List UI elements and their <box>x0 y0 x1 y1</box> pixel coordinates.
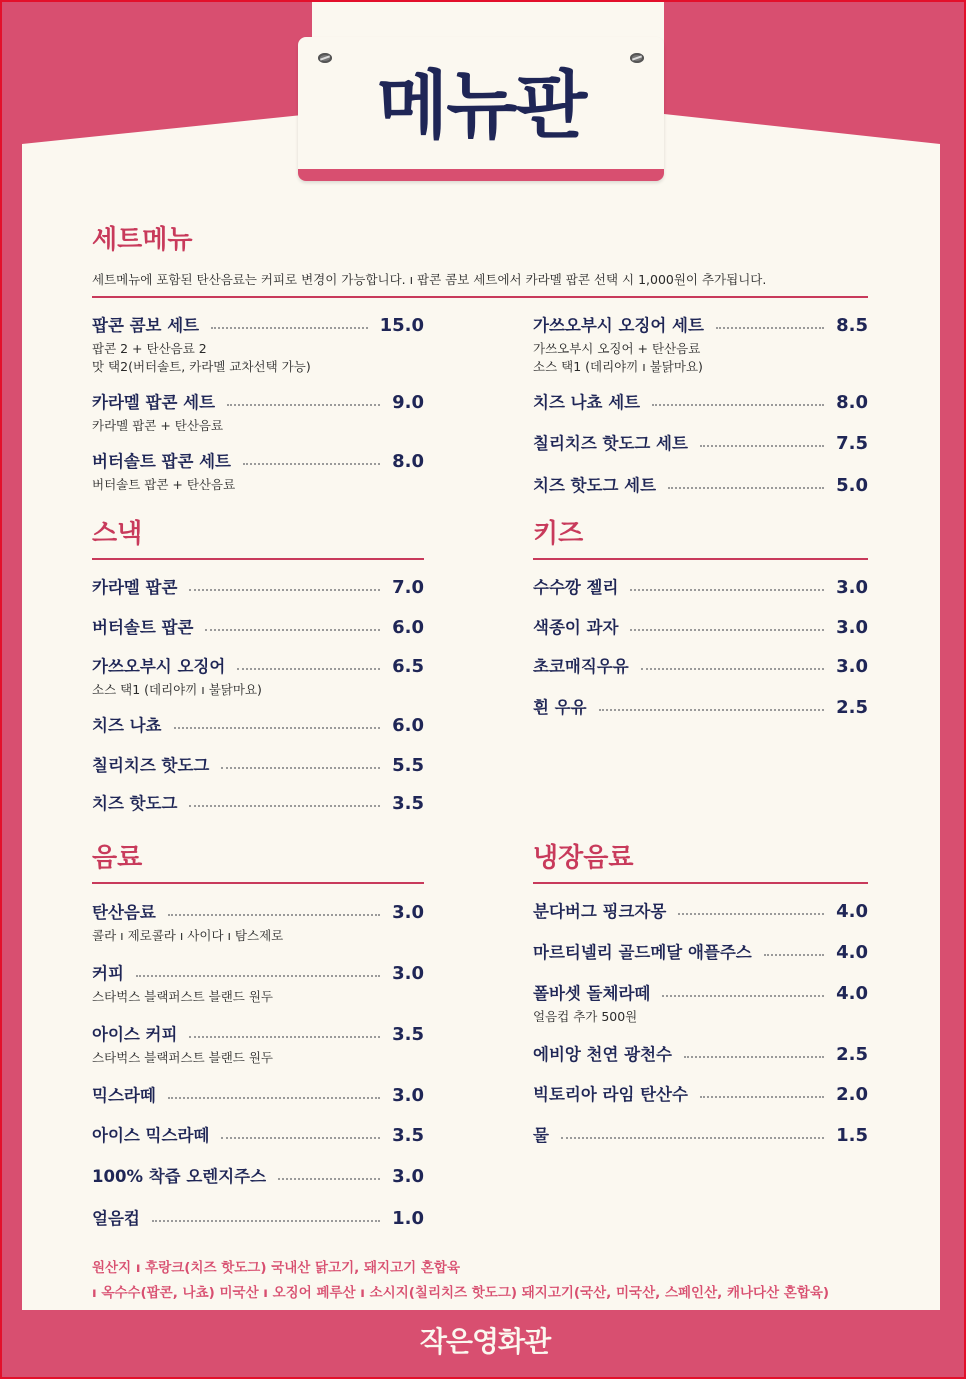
dotted-leader <box>168 914 380 916</box>
item-description: 버터솔트 팝콘 + 탄산음료 <box>92 477 236 492</box>
item-name: 빅토리아 라임 탄산수 <box>533 1085 688 1104</box>
item-price: 1.5 <box>836 1125 868 1146</box>
item-name: 분다버그 핑크자몽 <box>533 902 667 921</box>
dotted-leader <box>764 954 824 956</box>
dotted-leader <box>205 629 380 631</box>
item-description: 스타벅스 블랙퍼스트 블랜드 원두 <box>92 989 273 1004</box>
dotted-leader <box>630 589 824 591</box>
item-price: 8.0 <box>836 392 868 413</box>
menu-item <box>533 901 868 923</box>
dotted-leader <box>174 727 380 729</box>
menu-item <box>92 1208 424 1230</box>
divider <box>533 558 868 560</box>
item-name: 치즈 핫도그 세트 <box>533 476 657 495</box>
item-price: 3.0 <box>836 617 868 638</box>
section-title-cold: 냉장음료 <box>533 843 634 873</box>
item-price: 3.0 <box>836 656 868 677</box>
dotted-leader <box>152 1220 380 1222</box>
menu-item <box>92 793 424 815</box>
dotted-leader <box>189 1036 380 1038</box>
menu-item <box>533 697 868 719</box>
item-name: 100% 착즙 오렌지주스 <box>92 1167 267 1186</box>
menu-item <box>92 1024 424 1065</box>
menu-item <box>92 315 424 374</box>
menu-item <box>92 1085 424 1107</box>
item-name: 버터솔트 팝콘 세트 <box>92 452 232 471</box>
item-name: 초코매직우유 <box>533 657 629 676</box>
item-price: 3.5 <box>392 1024 424 1045</box>
item-price: 4.0 <box>836 942 868 963</box>
menu-item <box>533 433 868 455</box>
item-price: 3.0 <box>392 1166 424 1187</box>
item-name: 폴바셋 돌체라떼 <box>533 984 651 1003</box>
item-price: 3.0 <box>392 963 424 984</box>
item-price: 3.5 <box>392 1125 424 1146</box>
dotted-leader <box>278 1178 380 1180</box>
menu-item <box>92 1166 424 1188</box>
item-name: 칠리치즈 핫도그 <box>92 756 210 775</box>
menu-item <box>92 451 424 492</box>
item-price: 15.0 <box>379 315 424 336</box>
item-price: 3.0 <box>392 902 424 923</box>
item-price: 7.0 <box>392 577 424 598</box>
menu-item <box>533 475 868 497</box>
item-price: 5.0 <box>836 475 868 496</box>
menu-item <box>533 983 868 1024</box>
menu-item <box>533 1084 868 1106</box>
item-price: 2.5 <box>836 697 868 718</box>
item-name: 카라멜 팝콘 세트 <box>92 393 216 412</box>
menu-item <box>92 715 424 737</box>
item-description: 스타벅스 블랙퍼스트 블랜드 원두 <box>92 1050 273 1065</box>
page-title: 메뉴판 <box>376 63 586 149</box>
item-price: 7.5 <box>836 433 868 454</box>
item-name: 칠리치즈 핫도그 세트 <box>533 434 688 453</box>
item-description: 소스 택1 (데리야끼 ı 불닭마요) <box>533 359 703 374</box>
menu-item <box>533 617 868 639</box>
item-name: 커피 <box>92 964 124 983</box>
dotted-leader <box>189 589 380 591</box>
dotted-leader <box>599 709 824 711</box>
section-title-drink: 음료 <box>92 843 143 873</box>
dotted-leader <box>678 913 824 915</box>
menu-item <box>533 656 868 678</box>
menu-item <box>533 392 868 414</box>
item-name: 치즈 나쵸 <box>92 716 162 735</box>
dotted-leader <box>684 1056 824 1058</box>
item-name: 가쓰오부시 오징어 세트 <box>533 316 704 335</box>
dotted-leader <box>561 1137 824 1139</box>
item-price: 6.0 <box>392 715 424 736</box>
item-description: 콜라 ı 제로콜라 ı 사이다 ı 탐스제로 <box>92 928 284 943</box>
item-name: 팝콘 콤보 세트 <box>92 316 200 335</box>
item-price: 6.0 <box>392 617 424 638</box>
item-price: 3.5 <box>392 793 424 814</box>
item-price: 4.0 <box>836 901 868 922</box>
menu-item <box>533 577 868 599</box>
dotted-leader <box>700 445 824 447</box>
menu-item <box>92 963 424 1004</box>
item-name: 아이스 믹스라떼 <box>92 1126 210 1145</box>
section-title-set: 세트메뉴 <box>92 225 193 255</box>
menu-item <box>92 392 424 433</box>
item-name: 흰 우유 <box>533 698 587 717</box>
item-price: 5.5 <box>392 755 424 776</box>
dotted-leader <box>716 327 824 329</box>
dotted-leader <box>211 327 368 329</box>
dotted-leader <box>662 995 824 997</box>
item-price: 4.0 <box>836 983 868 1004</box>
item-price: 3.0 <box>392 1085 424 1106</box>
dotted-leader <box>652 404 824 406</box>
item-description: 카라멜 팝콘 + 탄산음료 <box>92 418 224 433</box>
item-name: 믹스라떼 <box>92 1086 156 1105</box>
item-price: 6.5 <box>392 656 424 677</box>
section-title-snack: 스낵 <box>92 519 143 549</box>
dotted-leader <box>237 668 380 670</box>
item-price: 2.0 <box>836 1084 868 1105</box>
divider <box>533 882 868 884</box>
divider <box>92 882 424 884</box>
item-description: 가쓰오부시 오징어 + 탄산음료 <box>533 341 701 356</box>
item-price: 1.0 <box>392 1208 424 1229</box>
dotted-leader <box>168 1097 380 1099</box>
title-sign <box>298 37 664 181</box>
item-name: 탄산음료 <box>92 903 156 922</box>
item-name: 버터솔트 팝콘 <box>92 618 194 637</box>
item-description: 얼음컵 추가 500원 <box>533 1009 638 1024</box>
divider <box>92 558 424 560</box>
item-name: 마르티넬리 골드메달 애플주스 <box>533 943 752 962</box>
sign-band <box>298 169 664 181</box>
item-name: 아이스 커피 <box>92 1025 178 1044</box>
menu-item <box>533 1044 868 1066</box>
menu-item <box>92 755 424 777</box>
dotted-leader <box>189 805 380 807</box>
item-price: 8.5 <box>836 315 868 336</box>
item-description: 소스 택1 (데리야끼 ı 불닭마요) <box>92 682 262 697</box>
item-name: 카라멜 팝콘 <box>92 578 178 597</box>
dotted-leader <box>630 629 824 631</box>
item-name: 가쓰오부시 오징어 <box>92 657 226 676</box>
menu-item <box>533 315 868 374</box>
dotted-leader <box>136 975 380 977</box>
menu-item <box>533 1125 868 1147</box>
menu-item <box>92 656 424 697</box>
item-price: 2.5 <box>836 1044 868 1065</box>
dotted-leader <box>227 404 380 406</box>
divider <box>92 296 868 298</box>
item-name: 치즈 나쵸 세트 <box>533 393 641 412</box>
menu-item <box>533 942 868 964</box>
section-title-kids: 키즈 <box>533 519 584 549</box>
menu-item <box>92 902 424 943</box>
dotted-leader <box>700 1096 824 1098</box>
menu-item <box>92 577 424 599</box>
item-description: 팝콘 2 + 탄산음료 2 <box>92 341 207 356</box>
dotted-leader <box>221 767 380 769</box>
dotted-leader <box>221 1137 380 1139</box>
dotted-leader <box>243 463 380 465</box>
dotted-leader <box>668 487 824 489</box>
menu-item <box>92 1125 424 1147</box>
set-note: 세트메뉴에 포함된 탄산음료는 커피로 변경이 가능합니다. ı 팝콘 콤보 세트에서 카라멜 팝콘 선택 시 1,000원이 추가됩니다. <box>92 272 767 287</box>
item-price: 9.0 <box>392 392 424 413</box>
menu-item <box>92 617 424 639</box>
item-name: 얼음컵 <box>92 1209 140 1228</box>
item-name: 물 <box>533 1126 549 1145</box>
origin-line: 원산지 ı 후랑크(치즈 핫도그) 국내산 닭고기, 돼지고기 혼합육 <box>92 1260 460 1276</box>
item-name: 치즈 핫도그 <box>92 794 178 813</box>
item-price: 8.0 <box>392 451 424 472</box>
item-name: 수수깡 젤리 <box>533 578 619 597</box>
item-price: 3.0 <box>836 577 868 598</box>
item-name: 에비앙 천연 광천수 <box>533 1045 673 1064</box>
origin-line: ı 옥수수(팝콘, 나쵸) 미국산 ı 오징어 페루산 ı 소시지(칠리치즈 핫도그) 돼지고기(국산, 미국산, 스페인산, 캐나다산 혼합육) <box>92 1285 830 1301</box>
item-description: 맛 택2(버터솔트, 카라멜 교차선택 가능) <box>92 359 311 374</box>
item-name: 색종이 과자 <box>533 618 619 637</box>
cinema-logo: 작은영화관 <box>419 1325 551 1358</box>
dotted-leader <box>641 668 824 670</box>
